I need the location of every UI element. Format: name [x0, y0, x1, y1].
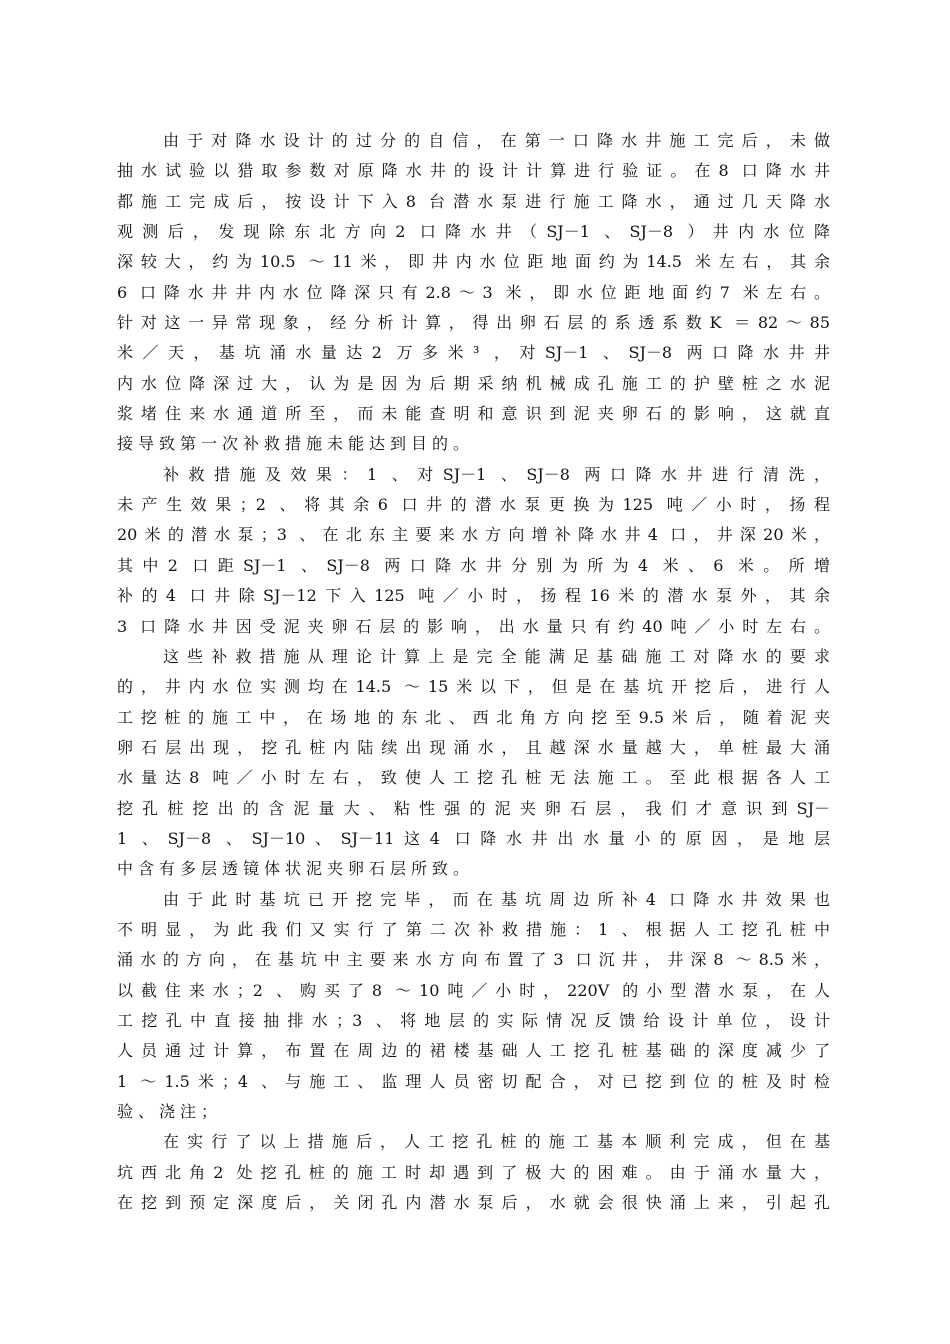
- text-line: 观测后，发现除东北方向2 口降水井（SJ－1 、SJ－8 ）井内水位降: [117, 222, 830, 242]
- text-line: 在挖到预定深度后，关闭孔内潜水泵后，水就会很快涌上来，引起孔: [117, 1193, 830, 1213]
- paragraph-first-line: 这些补救措施从理论计算上是完全能满足基础施工对降水的要求: [163, 646, 830, 666]
- text-line: 人员通过计算，布置在周边的裙楼基础人工挖孔桩基础的深度减少了: [117, 1041, 830, 1061]
- text-line: 水量达8 吨／小时左右，致使人工挖孔桩无法施工。至此根据各人工: [117, 768, 830, 788]
- text-line: 其中2 口距SJ－1 、SJ－8 两口降水井分别为所为4 米、6 米。所增: [117, 555, 830, 575]
- text-line: 接导致第一次补救措施未能达到目的。: [117, 434, 475, 454]
- text-line: 浆堵住来水通道所至，而未能查明和意识到泥夹卵石的影响，这就直: [117, 404, 830, 424]
- text-line: 针对这一异常现象，经分析计算，得出卵石层的系透系数K ＝82～85: [117, 313, 830, 333]
- text-line: 内水位降深过大，认为是因为后期采纳机械成孔施工的护壁桩之水泥: [117, 373, 830, 393]
- text-line: 1 、SJ－8 、SJ－10、SJ－11这4 口降水井出水量小的原因，是地层: [117, 828, 830, 848]
- paragraph-first-line: 在实行了以上措施后，人工挖孔桩的施工基本顺利完成，但在基: [163, 1132, 830, 1152]
- text-line: 验、浇注；: [117, 1102, 223, 1121]
- text-line: 不明显，为此我们又实行了第二次补救措施：1 、根据人工挖孔桩中: [117, 919, 830, 939]
- text-line: 补的4 口井除SJ－12下入125 吨／小时，扬程16米的潜水泵外，其余: [117, 586, 830, 606]
- paragraph-first-line: 由于对降水设计的过分的自信，在第一口降水井施工完后，未做: [163, 131, 830, 150]
- text-line: 卵石层出现，挖孔桩内陆续出现涌水，且越深水量越大，单桩最大涌: [117, 737, 830, 757]
- body-text: [117, 126, 830, 1218]
- text-line: 以截住来水；2 、购买了8 ～10吨／小时，220V 的小型潜水泵，在人: [117, 980, 830, 1000]
- text-line: 坑西北角2 处挖孔桩的施工时却遇到了极大的困难。由于涌水量大，: [117, 1162, 830, 1182]
- text-line: 都施工完成后，按设计下入8 台潜水泵进行施工降水，通过几天降水: [117, 191, 830, 211]
- text-line: 挖孔桩挖出的含泥量大、粘性强的泥夹卵石层，我们才意识到SJ－: [117, 798, 830, 818]
- text-line: 工挖孔中直接抽排水；3 、将地层的实际情况反馈给设计单位，设计: [117, 1010, 830, 1030]
- text-line: 中含有多层透镜体状泥夹卵石层所致。: [117, 859, 475, 879]
- paragraph-first-line: 补救措施及效果：1 、对SJ－1 、SJ－8 两口降水井进行清洗，: [163, 464, 830, 484]
- text-line: 的，井内水位实测均在14.5 ～15米以下，但是在基坑开挖后，进行人: [117, 677, 830, 697]
- text-line: 抽水试验以猎取参数对原降水井的设计计算进行验证。在8 口降水井: [117, 161, 830, 181]
- text-line: 涌水的方向，在基坑中主要来水方向布置了3 口沉井，井深8 ～8.5米，: [117, 950, 830, 970]
- text-line: 20米的潜水泵；3 、在北东主要来水方向增补降水井4 口，井深20米，: [117, 525, 830, 545]
- text-line: 米／天，基坑涌水量达2 万多米³ ，对SJ－1 、SJ－8 两口降水井井: [117, 343, 830, 363]
- paragraph-first-line: 由于此时基坑已开挖完毕，而在基坑周边所补4 口降水井效果也: [163, 889, 830, 909]
- text-line: 工挖桩的施工中，在场地的东北、西北角方向挖至9.5米后，随着泥夹: [117, 707, 830, 727]
- text-line: 6 口降水井井内水位降深只有2.8～3 米，即水位距地面约7 米左右。: [117, 282, 830, 302]
- text-line: 深较大，约为10.5 ～11米，即井内水位距地面约为14.5 米左右，其余: [117, 252, 830, 272]
- text-line: 未产生效果；2 、将其余6 口井的潜水泵更换为125 吨／小时，扬程: [117, 495, 830, 515]
- text-line: 1 ～1.5米；4 、与施工、监理人员密切配合，对已挖到位的桩及时检: [117, 1071, 830, 1091]
- text-line: 3 口降水井因受泥夹卵石层的影响，出水量只有约40吨／小时左右。: [117, 616, 830, 636]
